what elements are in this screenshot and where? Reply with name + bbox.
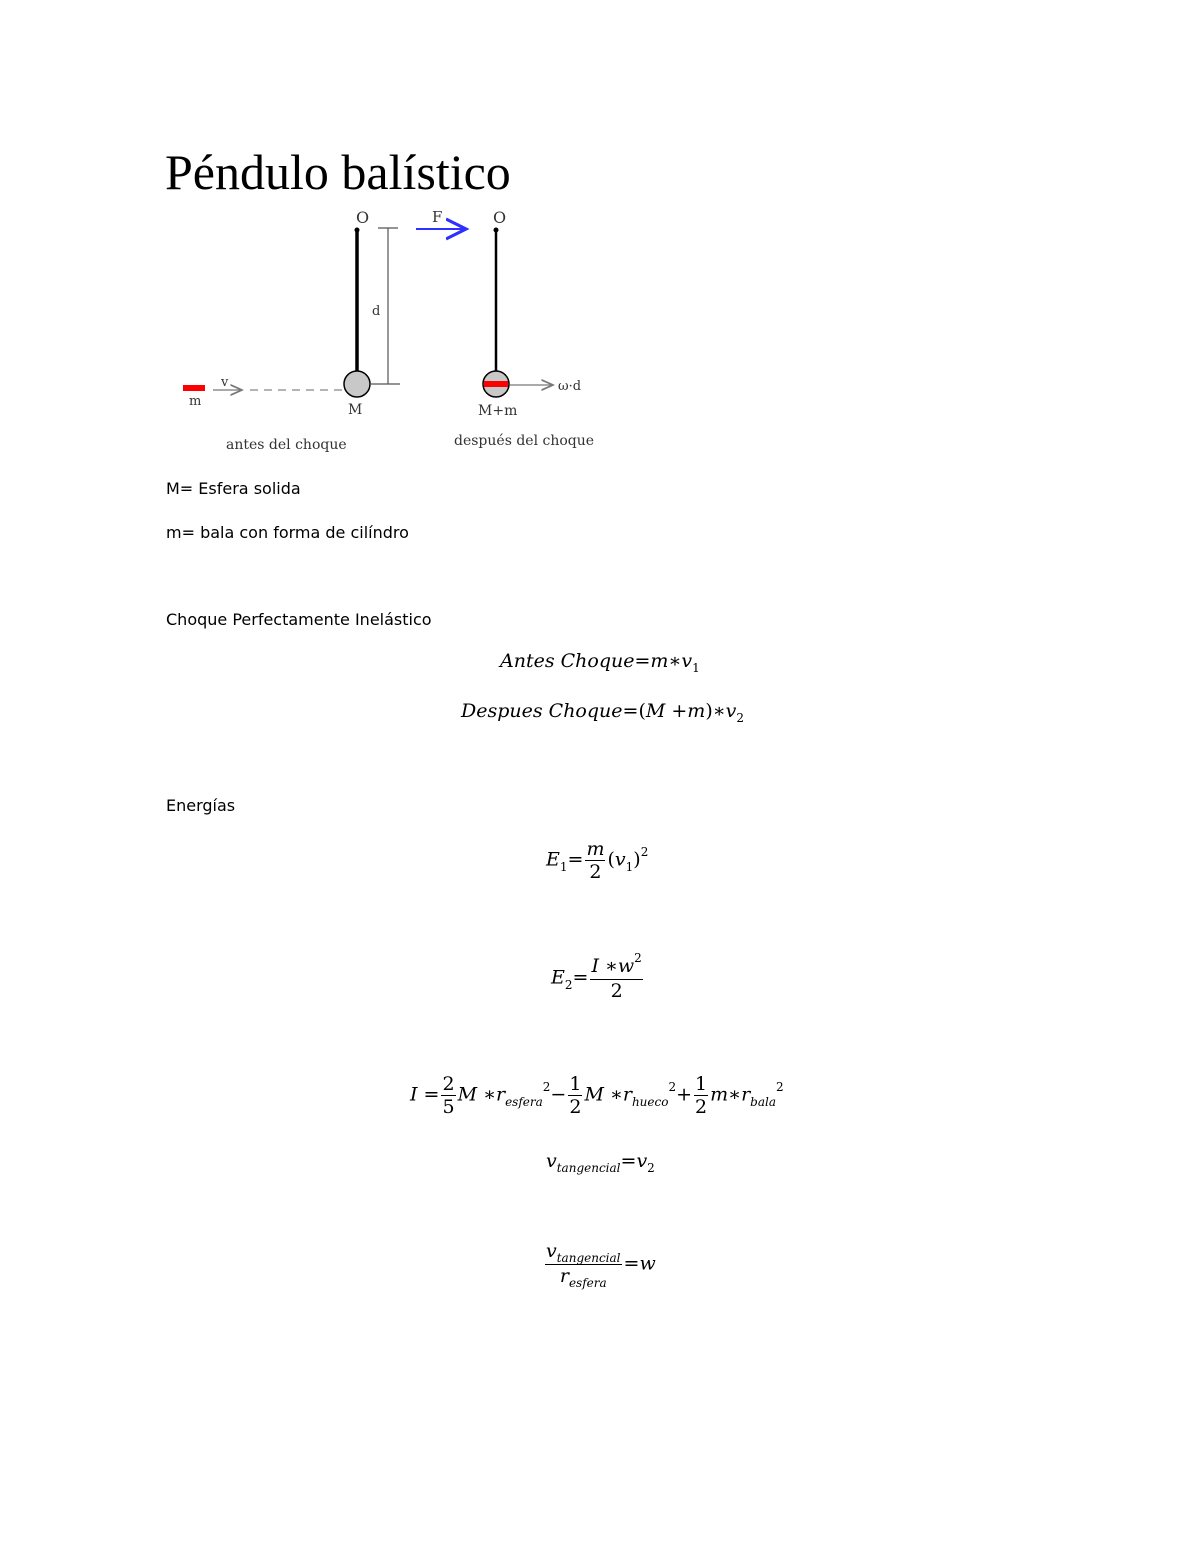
pivot-label-left: O — [356, 208, 370, 227]
equation-momentum-after: Despues Choque=(M $+m)∗v_2$ — [461, 700, 745, 725]
equation-tangential-velocity: $v_{tangencial}=v_2$ — [546, 1150, 655, 1175]
caption-after: después del choque — [454, 433, 595, 449]
equation-energy-before: $E_1=$ $\frac{m}{2}$ $(v_1)^2$ — [546, 838, 649, 883]
sub-esfera-2: esfera — [568, 1276, 607, 1290]
omega-label: ω·d — [558, 379, 582, 394]
equation-moment-of-inertia: I = $\frac{2}{5}$ M $∗r_{esfera}^2-$ $\frac{1}{2}$ M $∗r_{hueco}^2+$ $\frac{1}{2}$ $m∗r_{bala}^2$ — [410, 1073, 784, 1118]
eq-antes-lhs: Antes Choque — [500, 650, 635, 672]
sub-hueco: hueco — [631, 1094, 669, 1109]
sub-esfera-1: esfera — [505, 1094, 543, 1109]
embedded-bullet — [484, 381, 508, 387]
caption-before: antes del choque — [226, 437, 347, 453]
definition-small-mass: m= bala con forma de cilíndro — [166, 523, 409, 542]
eq-despues-lhs: Despues Choque — [461, 700, 623, 722]
sphere-M — [344, 371, 370, 397]
pivot-label-right: O — [493, 208, 507, 227]
sphere-label: M — [348, 402, 363, 418]
velocity-label: v — [221, 375, 229, 390]
definition-big-mass: M= Esfera solida — [166, 479, 301, 498]
length-label: d — [372, 304, 381, 319]
force-label: F — [432, 208, 443, 226]
sub-bala: bala — [750, 1094, 776, 1109]
page-title: Péndulo balístico — [165, 144, 511, 200]
section-heading-collision: Choque Perfectamente Inelástico — [166, 610, 432, 629]
pendulum-diagram — [170, 200, 610, 460]
equation-angular-velocity: $\frac{v_{tangencial}}{r_{esfera}}$ =w — [546, 1240, 656, 1290]
section-heading-energy: Energías — [166, 796, 236, 815]
sub-tangencial-2: tangencial — [556, 1251, 621, 1265]
equation-energy-after: $E_2=$ $\frac{I ∗w^2}{2}$ — [551, 951, 642, 1002]
combined-mass-label: M+m — [478, 403, 518, 419]
equation-momentum-before: Antes $Choque=m∗v_1$ — [500, 650, 700, 675]
sub-tangencial-1: tangencial — [556, 1161, 621, 1175]
bullet-m — [183, 385, 205, 391]
bullet-label: m — [189, 394, 202, 409]
